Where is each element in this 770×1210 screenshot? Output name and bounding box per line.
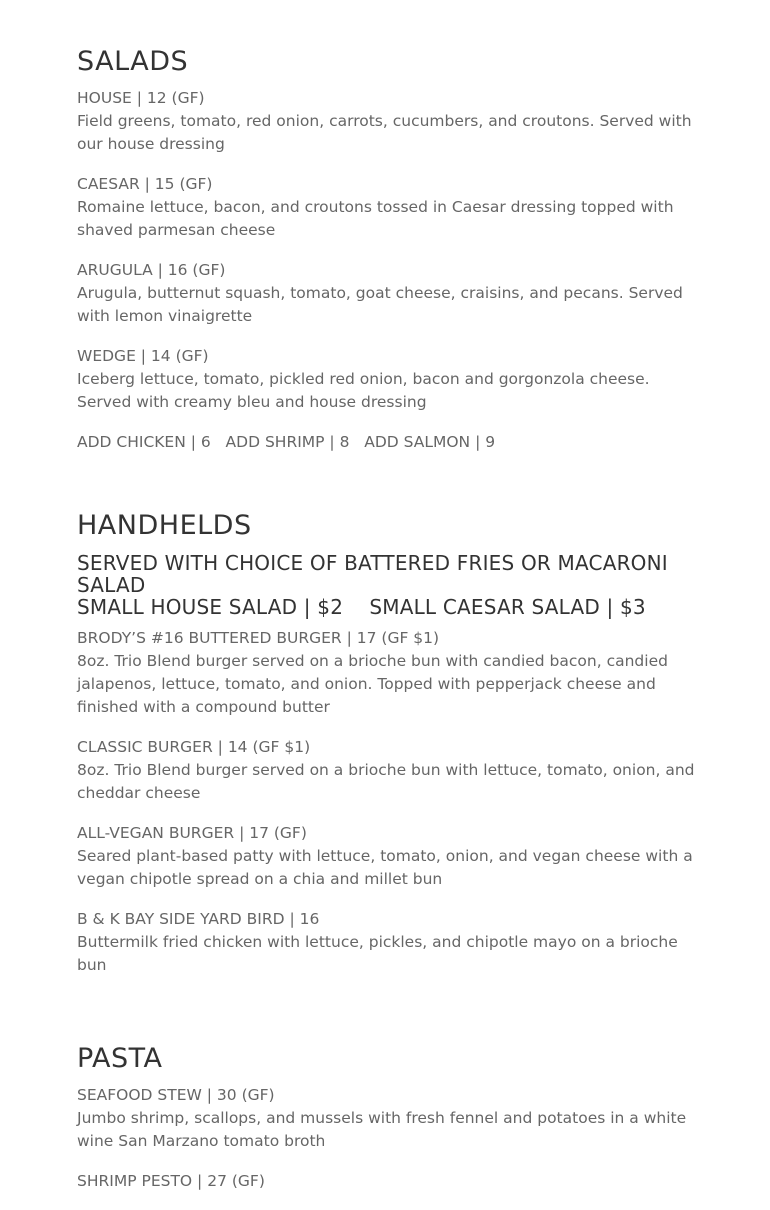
item-description: 8oz. Trio Blend burger served on a brioche bun with lettuce, tomato, onion, and cheddar cheese [77,761,695,802]
section-title-handhelds: HANDHELDS [77,510,252,541]
menu-item [77,736,695,805]
menu-item [77,908,695,977]
menu-item [77,173,695,242]
menu-item [77,1084,695,1153]
item-name: CAESAR | 15 (GF) [77,175,213,193]
item-name: BRODY’S #16 BUTTERED BURGER | 17 (GF $1) [77,629,440,647]
salads-list [77,87,695,454]
item-name: CLASSIC BURGER | 14 (GF $1) [77,738,311,756]
item-name: ALL-VEGAN BURGER | 17 (GF) [77,824,307,842]
item-description: Iceberg lettuce, tomato, pickled red onion, bacon and gorgonzola cheese. Served with creamy bleu and house dressing [77,370,650,411]
menu-item [77,87,695,156]
handhelds-salad-upgrade: SMALL HOUSE SALAD | $2 SMALL CAESAR SALAD | $3 [77,595,646,619]
handhelds-subheadings [77,552,695,618]
item-description: Romaine lettuce, bacon, and croutons tossed in Caesar dressing topped with shaved parmesan cheese [77,198,674,239]
menu-item [77,627,695,719]
item-description: 8oz. Trio Blend burger served on a brioche bun with candied bacon, candied jalapenos, lettuce, tomato, and onion. Topped with pepperjack cheese and finished with a compound butter [77,652,668,716]
menu-item [77,259,695,328]
section-title-salads: SALADS [77,46,189,77]
salad-addons: ADD CHICKEN | 6 ADD SHRIMP | 8 ADD SALMON | 9 [77,433,496,451]
pasta-list [77,1084,695,1210]
menu-item [77,822,695,891]
handhelds-list [77,627,695,994]
item-name: ARUGULA | 16 (GF) [77,261,226,279]
item-name: SHRIMP PESTO | 27 (GF) [77,1172,265,1190]
item-name: B & K BAY SIDE YARD BIRD | 16 [77,910,320,928]
item-name: SEAFOOD STEW | 30 (GF) [77,1086,275,1104]
item-description: Jumbo shrimp, scallops, and mussels with fresh fennel and potatoes in a white wine San Marzano tomato broth [77,1109,687,1150]
handhelds-sides-note: SERVED WITH CHOICE OF BATTERED FRIES OR MACARONI SALAD [77,551,668,597]
item-description: Buttermilk fried chicken with lettuce, pickles, and chipotle mayo on a brioche bun [77,933,678,974]
item-description: Seared plant-based patty with lettuce, tomato, onion, and vegan cheese with a vegan chipotle spread on a chia and millet bun [77,847,693,888]
item-name: WEDGE | 14 (GF) [77,347,209,365]
item-name: HOUSE | 12 (GF) [77,89,205,107]
menu-item [77,1170,695,1193]
item-description: Field greens, tomato, red onion, carrots, cucumbers, and croutons. Served with our house dressing [77,112,692,153]
menu-item [77,345,695,414]
item-description: Arugula, butternut squash, tomato, goat cheese, craisins, and pecans. Served with lemon vinaigrette [77,284,683,325]
section-title-pasta: PASTA [77,1043,163,1074]
